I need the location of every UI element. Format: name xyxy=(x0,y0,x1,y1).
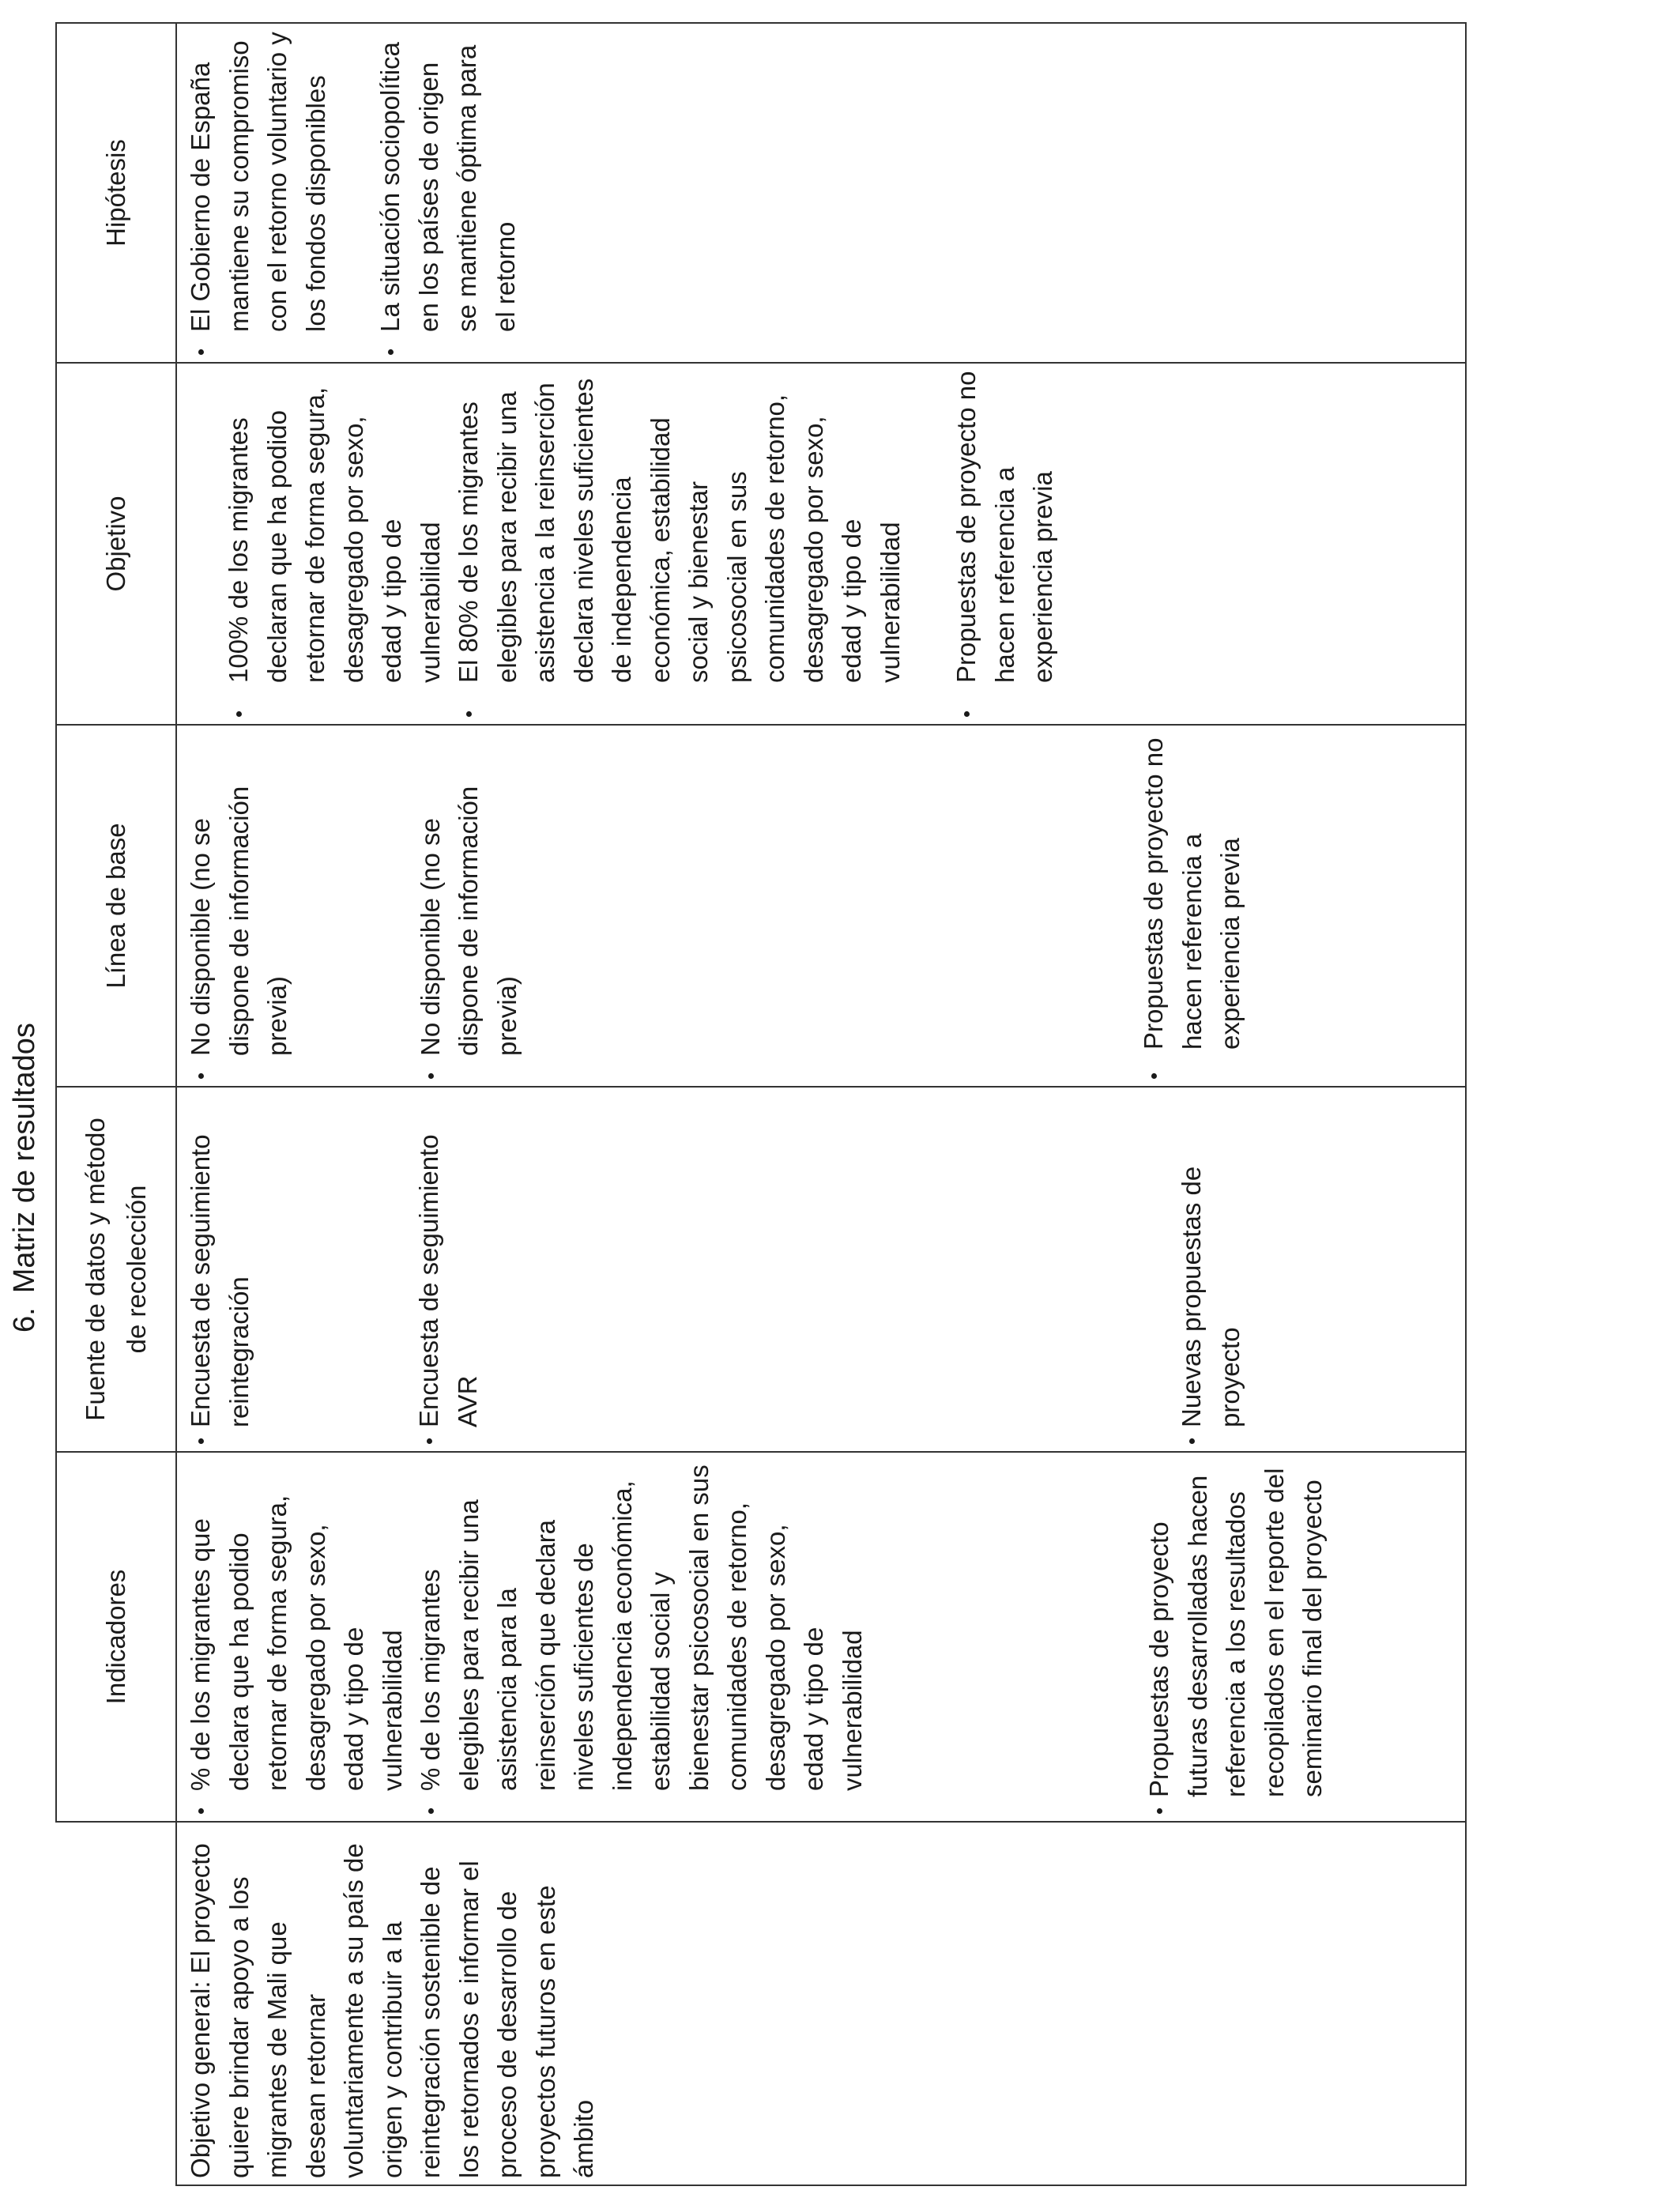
header-indicadores xyxy=(55,1451,177,1823)
linea-base-item xyxy=(182,732,297,1080)
objetivo-item xyxy=(450,370,910,718)
bullet-icon: • xyxy=(1180,1437,1203,1445)
bullet-icon: • xyxy=(189,348,213,356)
bullet-icon: • xyxy=(379,348,402,356)
fuente-item xyxy=(182,1094,258,1445)
indicador-text: % de los migrantes que declara que ha podido retornar de forma segura, desagregado por sexo, edad y tipo de vulnerabilidad xyxy=(186,1495,407,1791)
fuente-item xyxy=(410,1094,487,1445)
header-indicadores-label: Indicadores xyxy=(101,1569,130,1705)
indicador-item xyxy=(1140,1459,1332,1815)
bullet-icon: • xyxy=(419,1807,443,1815)
linea-base-item xyxy=(1135,732,1250,1080)
indicadores-cell xyxy=(175,1451,1467,1823)
linea-base-text: No disponible (no se dispone de información previa) xyxy=(186,786,292,1056)
hipotesis-cell xyxy=(175,22,1467,364)
bullet-icon: • xyxy=(955,710,978,718)
linea-base-item xyxy=(412,732,527,1080)
hipotesis-text: La situación sociopolítica en los países de origen se mantiene óptima para el retorno xyxy=(375,42,520,332)
section-number: 6. xyxy=(8,1307,41,1333)
fuente-text: Encuesta de seguimiento reintegración xyxy=(186,1134,254,1427)
indicador-item xyxy=(182,1459,412,1815)
header-objetivo-label: Objetivo xyxy=(101,496,130,592)
objetivo-item xyxy=(947,370,1063,718)
bullet-icon: • xyxy=(189,1807,213,1815)
header-objetivo xyxy=(55,362,177,726)
header-hipotesis-label: Hipótesis xyxy=(101,139,130,247)
bullet-icon: • xyxy=(1142,1072,1166,1080)
indicador-text: % de los migrantes elegibles para recibir una asistencia para la reinserción que declara niveles suficientes de independencia económica, estabilidad social y bienestar psicosocial en sus comunidades de retorno, desagregado por sexo, edad y tipo de vulnerabilidad xyxy=(416,1465,867,1791)
objetivo-text: Propuestas de proyecto no hacen referencia a experiencia previa xyxy=(951,371,1057,683)
objetivo-list xyxy=(220,370,1063,718)
indicadores-list xyxy=(182,1459,1332,1815)
objective-general-cell xyxy=(175,1821,1467,2186)
header-fuente xyxy=(55,1086,177,1453)
header-hipotesis xyxy=(55,22,177,364)
section-title-text: Matriz de resultados xyxy=(8,1023,41,1294)
bullet-icon: • xyxy=(189,1437,213,1445)
indicador-item xyxy=(412,1459,872,1815)
header-linea-base-label: Línea de base xyxy=(101,823,130,989)
hipotesis-list xyxy=(182,30,525,356)
fuente-text: Encuesta de seguimiento AVR xyxy=(414,1134,482,1427)
bullet-icon: • xyxy=(457,710,480,718)
linea-base-cell xyxy=(175,724,1467,1088)
bullet-icon: • xyxy=(418,1072,443,1080)
fuente-text: Nuevas propuestas de proyecto xyxy=(1177,1166,1245,1427)
bullet-icon: • xyxy=(1147,1807,1171,1815)
linea-base-text: No disponible (no se dispone de información previa) xyxy=(415,786,522,1056)
objetivo-item xyxy=(220,370,450,718)
bullet-icon: • xyxy=(227,710,250,718)
hipotesis-item xyxy=(182,30,335,356)
objetivo-text: 100% de los migrantes declaran que ha podido retornar de forma segura, desagregado por sexo, edad y tipo de vulnerabilidad xyxy=(224,386,445,683)
bullet-icon: • xyxy=(189,1072,213,1080)
hipotesis-item xyxy=(371,30,525,356)
header-linea-base xyxy=(55,724,177,1088)
objective-general-text: Objetivo general: El proyecto quiere brindar apoyo a los migrantes de Mali que desean retornar voluntariamente a su país de origen y contribuir a la reintegración sostenible de los retornados e informar el proceso de desarrollo de proyectos futuros en este ámbito xyxy=(186,1843,598,2178)
indicador-text: Propuestas de proyecto futuras desarrolladas hacen referencia a los resultados recopilados en el reporte del seminario final del proyecto xyxy=(1144,1468,1327,1797)
fuente-cell xyxy=(175,1086,1467,1453)
objetivo-cell xyxy=(175,362,1467,726)
fuente-list xyxy=(182,1094,1249,1445)
hipotesis-text: El Gobierno de España mantiene su compromiso con el retorno voluntario y los fondos disponibles xyxy=(186,32,330,332)
header-fuente-label: Fuente de datos y método de recolección xyxy=(81,1118,151,1421)
objetivo-text: El 80% de los migrantes elegibles para recibir una asistencia a la reinserción declara niveles suficientes de independencia económica, estabilidad social y bienestar psicosocial en sus comunidades de retorno, desagregado por sexo, edad y tipo de vulnerabilidad xyxy=(454,378,905,683)
fuente-item xyxy=(1173,1094,1249,1445)
linea-base-text: Propuestas de proyecto no hacen referencia a experiencia previa xyxy=(1139,737,1245,1050)
bullet-icon: • xyxy=(417,1437,441,1445)
linea-base-list xyxy=(182,732,1250,1080)
